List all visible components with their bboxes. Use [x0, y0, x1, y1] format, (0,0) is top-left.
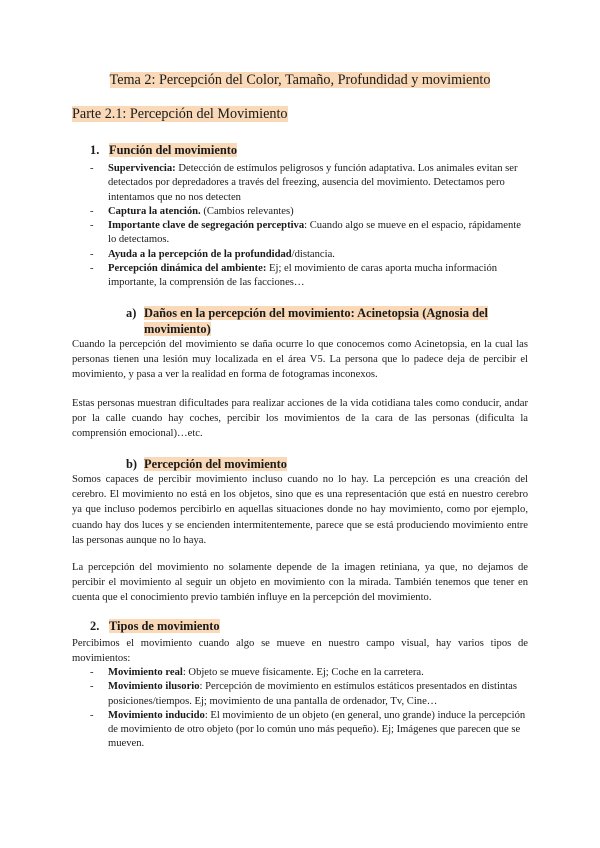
subsection-a-heading-line2: movimiento)	[144, 322, 211, 336]
bullet-text: (Cambios relevantes)	[200, 205, 294, 217]
bullet-term: Importante clave de segregación perceptiva	[108, 220, 305, 232]
list-item	[90, 680, 526, 709]
document-title	[0, 70, 600, 90]
bullet-term: Percepción dinámica del ambiente:	[108, 263, 267, 275]
list-item	[90, 666, 526, 680]
part-heading-text: Parte 2.1: Percepción del Movimiento	[72, 106, 288, 122]
section2-heading-text: Tipos de movimiento	[109, 619, 220, 633]
subsection-b-heading	[126, 456, 506, 472]
list-item	[90, 205, 526, 219]
bullet-term: Movimiento ilusorio	[108, 681, 200, 693]
section2-bullet-list	[90, 666, 526, 752]
subsection-b-heading-text: Percepción del movimiento	[144, 457, 287, 471]
bullet-text: : Cuando algo se mueve en el espacio, rápidamente lo detectamos.	[108, 220, 521, 246]
bullet-term: Movimiento real	[108, 667, 183, 678]
section1-heading-text: Función del movimiento	[109, 143, 238, 157]
section2-heading	[90, 618, 220, 634]
bullet-text: : Percepción de movimiento en estímulos estáticos presentados en distintas posiciones/tiempos. Ej; movimiento de una pantalla de ordenador, Tv, Cine…	[108, 681, 517, 707]
subsection-a-heading	[126, 305, 506, 337]
bullet-text: Detección de estímulos peligrosos y función adaptativa. Los animales evitan ser detectados por depredadores a través del freezing, ausencia del movimiento. Detectamos pero intentamos que no nos detecten	[108, 163, 518, 203]
bullet-term: Supervivencia:	[108, 163, 176, 174]
list-item	[90, 248, 526, 262]
bullet-text: /distancia.	[291, 248, 335, 260]
bullet-text: : El movimiento de un objeto (en general, uno grande) induce la percepción de movimiento de otro objeto (por lo común uno más pequeño). Ej; Imágenes que parecen que se mueven.	[108, 709, 526, 750]
list-item	[90, 262, 526, 291]
section1-heading	[90, 142, 237, 158]
subsection-a-heading-line1: Daños en la percepción del movimiento: Acinetopsia (Agnosia del	[144, 306, 488, 320]
document-title-text: Tema 2: Percepción del Color, Tamaño, Profundidad y movimiento	[109, 72, 491, 88]
section1-bullet-list	[90, 162, 526, 291]
section2-intro: Percibimos el movimiento cuando algo se mueve en nuestro campo visual, hay varios tipos de movimientos:	[72, 638, 528, 665]
section1-number: 1.	[90, 143, 100, 157]
subsection-b-paragraph-1: Somos capaces de percibir movimiento incluso cuando no lo hay. La percepción es una creación del cerebro. El movimiento no está en los objetos, sino que es una representación que está en nuestro cerebro ya que incluso podemos percibirlo en aquellas situaciones donde no hay movimiento, como por ejemplo, cuando hay dos luces y se encienden intermitentemente, parece que se está produciendo movimiento entre las personas aunque no lo haya.	[72, 474, 528, 546]
list-item	[90, 219, 526, 248]
bullet-term: Movimiento inducido	[108, 709, 205, 721]
list-item	[90, 162, 526, 205]
subsection-a-paragraph-2: Estas personas muestran dificultades para realizar acciones de la vida cotidiana tales como conducir, andar por la calle cuando hay coches, percibir los movimientos de la cara de las personas (dificulta la comprensión emocional)…etc.	[72, 398, 528, 440]
bullet-text: Ej; el movimiento de caras aporta mucha información importante, la comprensión de las facciones…	[108, 263, 498, 289]
section2-number: 2.	[90, 619, 100, 633]
subsection-b-paragraph-2: La percepción del movimiento no solamente depende de la imagen retiniana, ya que, no dejamos de percibir el movimiento al seguir un objeto en movimiento con la mirada. También tenemos que tener en cuenta que el conocimiento previo también influye en la percepción del movimiento.	[72, 562, 528, 604]
bullet-text: : Objeto se mueve físicamente. Ej; Coche en la carretera.	[182, 667, 424, 678]
subsection-a-paragraph-1: Cuando la percepción del movimiento se daña ocurre lo que conocemos como Acinetopsia, en la cual las personas tienen una lesión muy localizada en el área V5. La persona que lo padece deja de percibir el movimiento, y pasa a ver la realidad en forma de fotogramas inconexos.	[72, 339, 528, 381]
part-heading	[72, 104, 288, 124]
bullet-term: Captura la atención.	[108, 205, 201, 217]
bullet-term: Ayuda a la percepción de la profundidad	[108, 248, 292, 260]
list-item	[90, 709, 526, 752]
subsection-a-number: a)	[126, 306, 137, 320]
subsection-b-number: b)	[126, 457, 138, 471]
